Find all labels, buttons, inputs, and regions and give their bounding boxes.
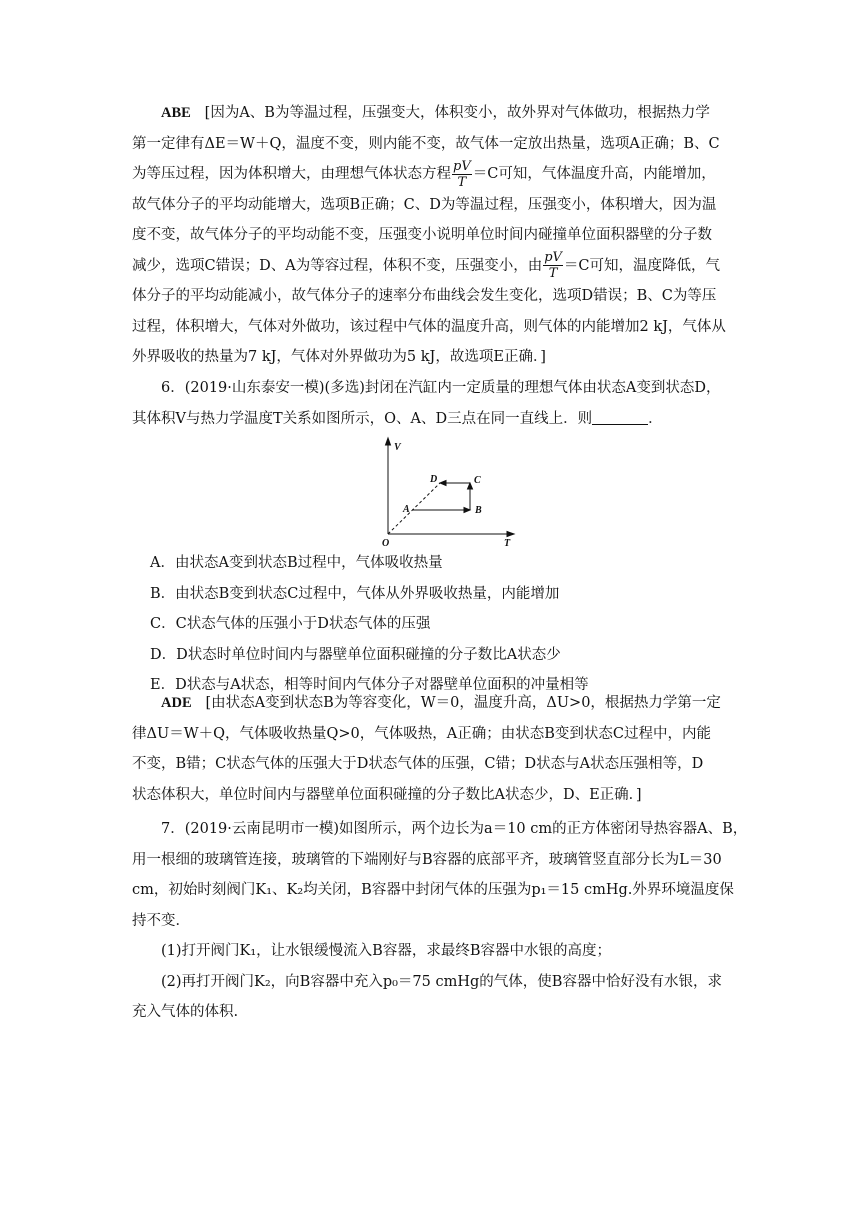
question-7-line-4: 持不变． [132,912,190,929]
question-6-stem [132,373,768,434]
question-7-sub-1: (1)打开阀门K₁，让水银缓慢流入B容器，求最终B容器中水银的高度； [161,943,611,959]
answer-5-block [132,98,768,373]
answer-6-line-2: 律ΔU＝W＋Q，气体吸收热量Q>0，气体吸热，A正确；由状态B变到状态C过程中，内能 [132,725,711,742]
answer-6-line-3: 不变，B错；C状态气体的压强大于D状态气体的压强，C错；D状态与A状态压强相等，D [132,756,704,772]
axis-label-t: T [504,538,511,548]
answer-5-line-9: 外界吸收的热量为7 kJ，气体对外界做功为5 kJ，故选项E正确．] [132,349,546,365]
v-axis-arrow [386,438,391,445]
arrow-c-d [440,481,446,486]
question-7-sub-2: (2)再打开阀门K₂，向B容器中充入p₀＝75 cmHg的气体，使B容器中恰好没有水银，求 [161,973,722,990]
fraction-pv-over-t: $\frac{pV}{T}$ [453,158,471,190]
answer-5-line-6: 减少，选项C错误；D、A为等容过程，体积不变，压强变小，由 $\frac{pV}{T}$ ＝C可知，温度降低，气 [132,250,721,281]
question-6-options [132,548,768,701]
question-6-line-1: 6．(2019·山东泰安一模)(多选)封闭在汽缸内一定质量的理想气体由状态A变到状态D， [161,380,721,396]
answer-5-line-1: ABE [因为A、B为等温过程，压强变大，体积变小，故外界对气体做功，根据热力学 [161,105,710,121]
axis-label-v: V [394,442,401,453]
option-b: B．由状态B变到状态C过程中，气体从外界吸收热量，内能增加 [150,585,560,602]
answer-5-label: ABE [161,105,191,121]
t-axis-arrow [507,532,514,537]
answer-5-line-2: 第一定律有ΔE＝W＋Q，温度不变，则内能不变，故气体一定放出热量，选项A正确；B、C [132,135,720,152]
point-label-a: A [403,504,410,515]
vt-graph-figure [372,436,522,548]
answer-5-line-3: 为等压过程，因为体积增大，由理想气体状态方程 $\frac{pV}{T}$ ＝C可知，气体温度升高，内能增加， [132,158,716,190]
option-d: D．D状态时单位时间内与器壁单位面积碰撞的分子数比A状态少 [150,646,561,663]
answer-5-line-5: 度不变，故气体分子的平均动能不变，压强变小说明单位时间内碰撞单位面积器壁的分子数 [132,227,712,243]
option-e: E．D状态与A状态，相等时间内气体分子对器壁单位面积的冲量相等 [150,677,589,693]
answer-5-line-7: 体分子的平均动能减小，故气体分子的速率分布曲线会发生变化，选项D错误；B、C为等压 [132,288,717,304]
answer-6-line-1: ADE [由状态A变到状态B为等容变化，W＝0，温度升高，ΔU>0，根据热力学第一定 [161,695,721,711]
answer-blank [592,409,648,425]
answer-5-line-4: 故气体分子的平均动能增大，选项B正确；C、D为等温过程，压强变小，体积增大，因为温 [132,196,717,213]
arrow-b-c [468,483,473,489]
question-7-sub-2-cont: 充入气体的体积. [132,1004,239,1020]
arrow-a-b [464,508,470,513]
question-7-line-3: cm，初始时刻阀门K₁、K₂均关闭，B容器中封闭气体的压强为p₁＝15 cmHg.外界环境温度保 [132,882,734,898]
point-label-c: C [474,475,481,486]
question-7-block [132,814,768,1028]
question-7-line-2: 用一根细的玻璃管连接，玻璃管的下端刚好与B容器的底部平齐，玻璃管竖直部分长为L＝30 [132,851,722,868]
question-6-line-2: 其体积V与热力学温度T关系如图所示，O、A、D三点在同一直线上．则 ． [132,410,663,427]
answer-6-block [132,688,768,810]
question-7-line-1: 7．(2019·云南昆明市一模)如图所示，两个边长为a＝10 cm的正方体密闭导热容器A、B， [161,821,748,837]
point-label-b: B [475,505,482,516]
option-c: C．C状态气体的压强小于D状态气体的压强 [150,616,431,632]
answer-5-line-8: 过程，体积增大，气体对外做功，该过程中气体的温度升高，则气体的内能增加2 kJ，气体从 [132,318,726,335]
dashed-line-o-to-d [388,483,440,534]
origin-label: O [382,538,390,548]
option-a: A．由状态A变到状态B过程中，气体吸收热量 [150,555,443,571]
point-label-d: D [430,474,438,485]
answer-6-line-4: 状态体积大，单位时间内与器壁单位面积碰撞的分子数比A状态少，D、E正确．] [132,786,642,803]
fraction-pv-over-t-2: $\frac{pV}{T}$ [544,250,562,281]
answer-6-label: ADE [161,695,192,711]
